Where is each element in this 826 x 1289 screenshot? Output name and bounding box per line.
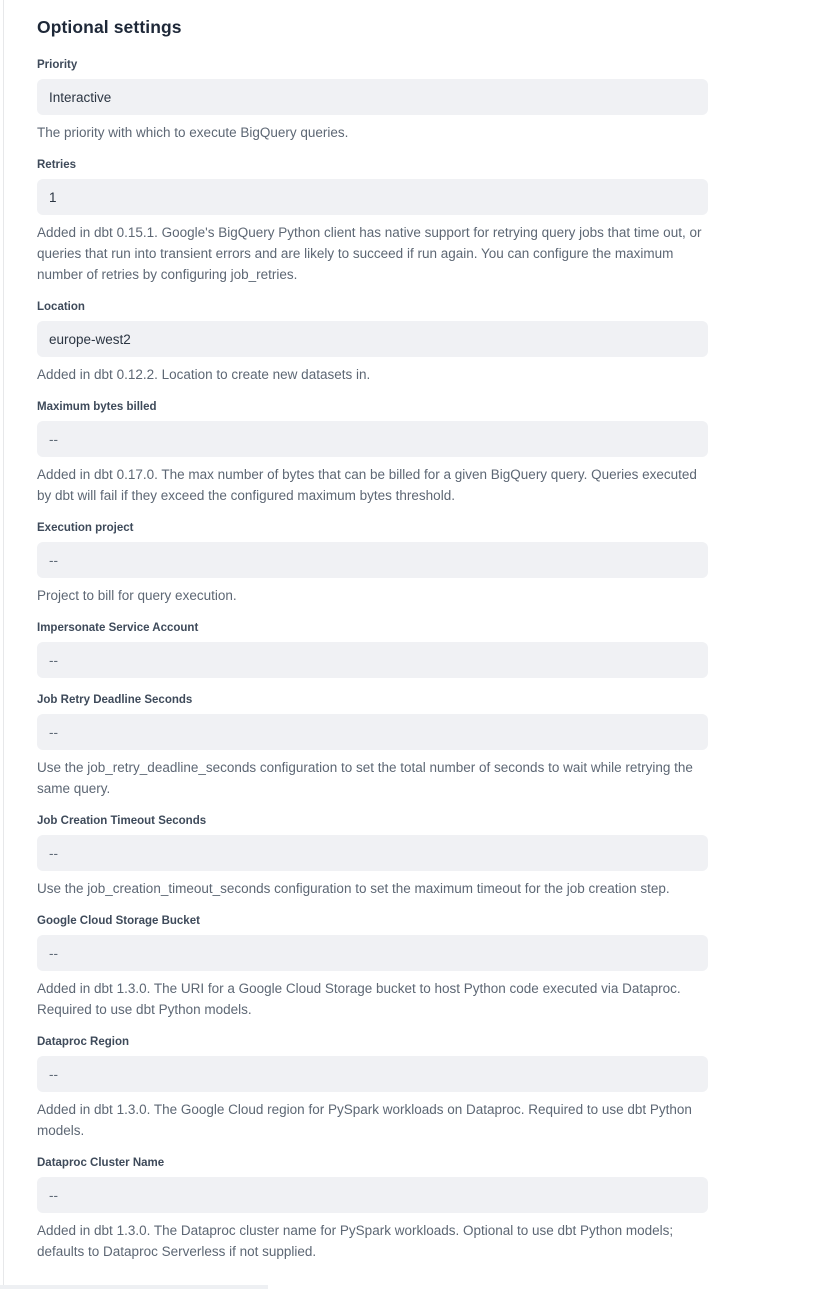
field-google-cloud-storage-bucket <box>37 914 708 1020</box>
field-job-retry-deadline-seconds <box>37 693 708 799</box>
maximum-bytes-billed-input[interactable] <box>37 421 708 457</box>
dataproc-region-help-text: Added in dbt 1.3.0. The Google Cloud region for PySpark workloads on Dataproc. Required to use dbt Python models. <box>37 1102 692 1138</box>
impersonate-service-account-input[interactable] <box>37 642 708 678</box>
field-job-creation-timeout-seconds <box>37 814 708 899</box>
maximum-bytes-billed-help-text: Added in dbt 0.17.0. The max number of bytes that can be billed for a given BigQuery query. Queries executed by dbt will fail if they exceed the configured maximum bytes threshold. <box>37 467 697 503</box>
field-maximum-bytes-billed <box>37 400 708 506</box>
execution-project-label: Execution project <box>37 522 134 534</box>
field-dataproc-region <box>37 1035 708 1141</box>
retries-input[interactable] <box>37 179 708 215</box>
execution-project-help-text: Project to bill for query execution. <box>37 588 237 603</box>
field-location <box>37 300 708 385</box>
job-creation-timeout-seconds-input[interactable] <box>37 835 708 871</box>
field-priority <box>37 58 708 143</box>
dataproc-region-input[interactable] <box>37 1056 708 1092</box>
dataproc-region-label: Dataproc Region <box>37 1036 130 1048</box>
location-input[interactable] <box>37 321 708 357</box>
retries-label: Retries <box>37 159 76 171</box>
google-cloud-storage-bucket-label: Google Cloud Storage Bucket <box>37 915 200 927</box>
impersonate-service-account-label: Impersonate Service Account <box>37 622 199 634</box>
field-impersonate-service-account <box>37 621 708 678</box>
job-retry-deadline-seconds-help-text: Use the job_retry_deadline_seconds configuration to set the total number of seconds to wait while retrying the same query. <box>37 760 693 796</box>
page-title: Optional settings <box>37 17 182 37</box>
job-retry-deadline-seconds-input[interactable] <box>37 714 708 750</box>
dataproc-cluster-name-label: Dataproc Cluster Name <box>37 1157 165 1169</box>
execution-project-input[interactable] <box>37 542 708 578</box>
bottom-divider <box>0 1285 268 1289</box>
job-creation-timeout-seconds-label: Job Creation Timeout Seconds <box>37 815 207 827</box>
google-cloud-storage-bucket-help-text: Added in dbt 1.3.0. The URI for a Google Cloud Storage bucket to host Python code executed via Dataproc. Required to use dbt Python models. <box>37 981 681 1017</box>
location-label: Location <box>37 301 85 313</box>
dataproc-cluster-name-help-text: Added in dbt 1.3.0. The Dataproc cluster name for PySpark workloads. Optional to use dbt Python models; defaults to Dataproc Serverless if not supplied. <box>37 1223 674 1259</box>
job-retry-deadline-seconds-label: Job Retry Deadline Seconds <box>37 694 193 706</box>
job-creation-timeout-seconds-help-text: Use the job_creation_timeout_seconds configuration to set the maximum timeout for the job creation step. <box>37 881 670 896</box>
maximum-bytes-billed-label: Maximum bytes billed <box>37 401 157 413</box>
retries-help-text: Added in dbt 0.15.1. Google's BigQuery Python client has native support for retrying query jobs that time out, or queries that run into transient errors and are likely to succeed if run again. You can configure the maximum number of retries by configuring job_retries. <box>37 225 702 282</box>
field-execution-project <box>37 521 708 606</box>
priority-label: Priority <box>37 59 78 71</box>
field-retries <box>37 158 708 285</box>
dataproc-cluster-name-input[interactable] <box>37 1177 708 1213</box>
panel-left-border <box>3 0 4 1289</box>
location-help-text: Added in dbt 0.12.2. Location to create new datasets in. <box>37 367 371 382</box>
priority-help-text: The priority with which to execute BigQuery queries. <box>37 125 349 140</box>
google-cloud-storage-bucket-input[interactable] <box>37 935 708 971</box>
field-dataproc-cluster-name <box>37 1156 708 1262</box>
priority-input[interactable] <box>37 79 708 115</box>
